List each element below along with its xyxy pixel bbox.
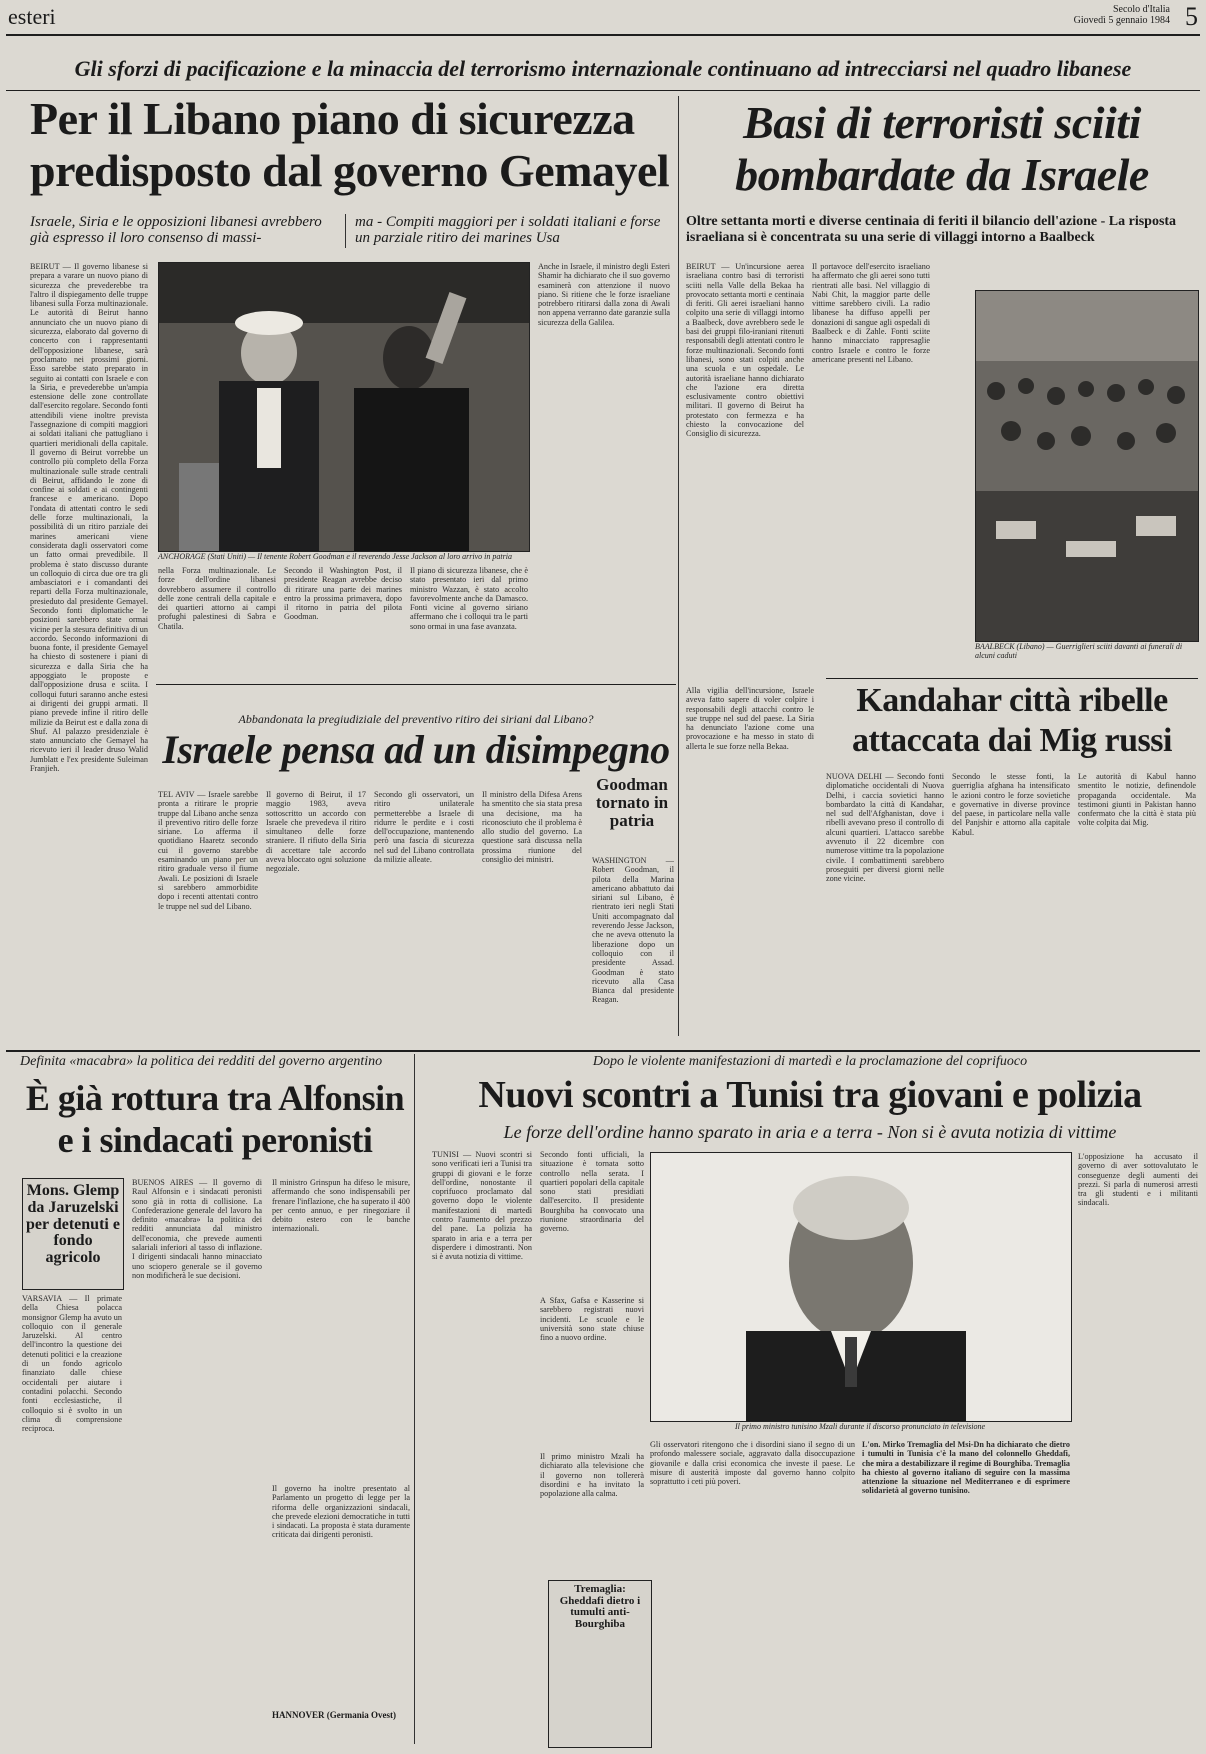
strikes-spacer (938, 262, 968, 263)
argentina-divider (414, 1054, 415, 1744)
strikes-anchor (686, 1, 687, 2)
disengage-rule-top (156, 684, 676, 685)
strikes-headline-1: Basi di terroristi sciiti (743, 97, 1141, 148)
mid-page-rule (6, 1050, 1200, 1052)
kandahar-headline-1: Kandahar città ribelle (856, 682, 1168, 719)
strikes-body-3: Alla vigilia dell'incursione, Israele aveva fatto sapere di voler colpire i responsabili degli attacchi contro le sue truppe nel sud del paese. La Siria ha denunciato l'azione come una provocazione e ha messo in stato di allerta le sue forze nella Bekaa. (686, 686, 814, 751)
disengage-body-2: Il governo di Beirut, il 17 maggio 1983, aveva sottoscritto un accordo con Israele che prevedeva il ritiro simultaneo delle forze straniere. Il rifiuto della Siria di accettare tale accordo aveva bloccato ogni soluzione negoziale. (266, 790, 366, 874)
argentina-headline-2: e i sindacati peronisti (57, 1120, 373, 1160)
lebanon-body-2: Il problema è stato discusso durante un colloquio di circa due ore tra gli ambasciatori e i comandanti dei reparti della Forza multinazionale, presieduto dal presidente Gemayel. Secondo fonti diplomatiche le posizioni sarebbero state ormai vicine per la stesura definitiva di un accordo. Secondo informazioni di buona fonte, il presidente Gemayel ha chiesto di sostenere i piani di sicurezza e dalla Siria che ha appoggiato le proposte e dall'opposizione drusa e sciita. I colloqui futuri saranno anche estesi ai dirigenti dei gruppi armati. Il piano prevede infine il ritiro delle milizie da Beirut est e dalla zona di Shuf. Al palazzo presidenziale è stato annunciato che Gemayel ha ricevuto ieri il leader druso Walid Jumblatt e l'ex presidente Suleiman Franjieh. (30, 550, 148, 774)
baalbeck-photo (975, 290, 1199, 642)
goodman-photo-caption: ANCHORAGE (Stati Uniti) — Il tenente Robert Goodman e il reverendo Jesse Jackson al loro arrivo in patria (158, 552, 512, 561)
argentina-body-2: Il ministro Grinspun ha difeso le misure, affermando che sono indispensabili per frenare l'inflazione, che ha superato il 400 per cento annuo, e per rinegoziare il debito estero con le banche internazionali. (272, 1178, 410, 1234)
tremaglia-box (548, 1580, 652, 1748)
lebanon-body-4: Secondo il Washington Post, il presidente Reagan avrebbe deciso di ritirare una parte dei marines entro la prossima primavera, dopo il ritorno in patria del pilota Goodman. (284, 566, 402, 622)
disengage-body-4: Il ministro della Difesa Arens ha smentito che sia stata presa una decisione, ma ha riconosciuto che il problema è allo studio del governo. La questione sarà discussa nella prossima riunione del consiglio dei ministri. (482, 790, 582, 865)
paper-name: Secolo d'Italia (1112, 4, 1170, 15)
tunisia-body-1: TUNISI — Nuovi scontri si sono verificati ieri a Tunisi tra gruppi di giovani e le forze dell'ordine, nonostante il coprifuoco proclamato dal governo dopo le violente manifestazioni di martedì contro l'aumento del prezzo del pane. La polizia ha sparato in aria e a terra per disperdere i dimostranti. Non si è avuta notizia di vittime. (432, 1150, 532, 1262)
kandahar-body-3: Le autorità di Kabul hanno smentito le notizie, definendole propaganda occidentale. Ma testimoni giunti in Pakistan hanno confermato che la città è stata più volte colpita dai Mig. (1078, 772, 1196, 828)
issue-date: Giovedì 5 gennaio 1984 (1073, 15, 1170, 26)
tunisia-headline: Nuovi scontri a Tunisi tra giovani e polizia (478, 1074, 1142, 1116)
disengage-body-1: TEL AVIV — Israele sarebbe pronta a ritirare le proprie truppe dal Libano anche senza il preventivo ritiro delle forze siriane. Lo afferma il quotidiano Haaretz secondo cui il governo starebbe esaminando un piano per un ritiro graduale verso il fiume Awali. Le posizioni di Israele si sarebbero ammorbidite dopo i recenti attentati contro le truppe nel sud del Libano. (158, 790, 258, 911)
tunisia-kicker: Dopo le violente manifestazioni di martedì e la proclamazione del coprifuoco (592, 1054, 1028, 1069)
lebanon-body-3: nella Forza multinazionale. Le forze dell'ordine libanesi dovrebbero assumere il controllo delle zone centrali della capitale e dei quartieri attorno ai campi profughi palestinesi di Sabra e Chatila. (158, 566, 276, 631)
argentina-kicker: Definita «macabra» la politica dei redditi del governo argentino (20, 1054, 383, 1069)
mzali-photo (650, 1152, 1072, 1422)
deck-divider (345, 214, 346, 248)
page-number: 5 (1185, 2, 1198, 31)
glemp-body: VARSAVIA — Il primate della Chiesa polacca monsignor Glemp ha avuto un colloquio con il generale Jaruzelski. Al centro dell'incontro la questione dei detenuti politici e la creazione di un fondo agricolo finanziato dalle chiese occidentali per aiutare i contadini polacchi. Secondo fonti ecclesiastiche, il colloquio si è svolto in un clima di comprensione reciproca. (22, 1294, 122, 1434)
goodman-body: WASHINGTON — Robert Goodman, il pilota della Marina americano abbattuto dai siriani sul Libano, è rientrato ieri negli Stati Uniti accompagnato dal reverendo Jesse Jackson, che ne aveva ottenuto la liberazione dopo un colloquio con il presidente Assad. Goodman è stato ricevuto alla Casa Bianca dal presidente Reagan. (592, 856, 674, 1005)
tunisia-body-5: Gli osservatori ritengono che i disordini siano il segno di un profondo malessere sociale, aggravato dalla disoccupazione giovanile e dalla crisi economica che investe il paese. Le misure di austerità imposte dal governo hanno colpito soprattutto i ceti più poveri. (650, 1440, 855, 1487)
argentina-headline-1: È già rottura tra Alfonsin (25, 1078, 405, 1118)
hannover-byline: HANNOVER (Germania Ovest) (272, 1710, 396, 1720)
lebanon-headline-2: predisposto dal governo Gemayel (30, 145, 670, 196)
goodman-jackson-photo (158, 262, 530, 552)
photo-figures (159, 263, 529, 551)
strikes-headline-2: bombardate da Israele (735, 149, 1149, 200)
disengage-body-3: Secondo gli osservatori, un ritiro unilaterale permetterebbe a Israele di ridurre le perdite e i costi dell'occupazione, mantenendo però una fascia di sicurezza nel sud del Libano controllata da milizie alleate. (374, 790, 474, 865)
lebanon-deck-right: ma - Compiti maggiori per i soldati italiani e forse un parziale ritiro dei marines Usa (355, 214, 661, 246)
lebanon-body-6: Anche in Israele, il ministro degli Esteri Shamir ha dichiarato che il suo governo esaminerà con attenzione il nuovo piano. Si ritiene che le forze israeliane potrebbero ritirarsi dalla zona di Awali non appena verranno date garanzie sulla sicurezza della Galilea. (538, 262, 670, 327)
lebanon-body-5: Il piano di sicurezza libanese, che è stato presentato ieri dal primo ministro Wazzan, è stato accolto favorevolmente anche da Damasco. Fonti vicine al governo siriano affermano che i colloqui tra le parti sono ormai in una fase avanzata. (410, 566, 528, 631)
lebanon-headline-1: Per il Libano piano di sicurezza (30, 93, 635, 144)
kandahar-rule (826, 678, 1198, 679)
top-kicker: Gli sforzi di pacificazione e la minaccia del terrorismo internazionale continuano ad intrecciarsi nel quadro libanese (74, 56, 1132, 81)
strikes-deck: Oltre settanta morti e diverse centinaia di feriti il bilancio dell'azione - La risposta israeliana si è concentrata su una serie di villaggi intorno a Baalbeck (686, 214, 1177, 245)
crowd-image (976, 291, 1198, 641)
disengage-headline: Israele pensa ad un disimpegno (162, 727, 670, 772)
portrait-image (651, 1153, 1071, 1421)
tremaglia-headline: Tremaglia: Gheddafi dietro i tumulti anti-Bourghiba (559, 1583, 641, 1630)
baalbeck-photo-caption: BAALBECK (Libano) — Guerriglieri sciiti davanti ai funerali di alcuni caduti (975, 642, 1183, 660)
column-divider-center (678, 96, 679, 1036)
kandahar-body-1: NUOVA DELHI — Secondo fonti diplomatiche occidentali di Nuova Delhi, i caccia sovietici hanno bombardato la città di Kandahar, nel sud dell'Afghanistan, dove i ribelli avevano preso il controllo di alcuni quartieri. L'attacco sarebbe avvenuto il 22 dicembre con numerose vittime tra la popolazione civile. I combattimenti sarebbero proseguiti per diversi giorni nelle zone vicine. (826, 772, 944, 884)
disengage-kicker: Abbandonata la pregiudiziale del preventivo ritiro dei siriani dal Libano? (238, 712, 594, 726)
tunisia-body-4: Il primo ministro Mzali ha dichiarato alla televisione che il governo non tollererà disordini e ha invitato la popolazione alla calma. (540, 1452, 644, 1499)
tunisia-body-2: Secondo fonti ufficiali, la situazione è tornata sotto controllo nella serata. I quartieri popolari della capitale sono stati presidiati dall'esercito. Il presidente Bourghiba ha convocato una riunione straordinaria del governo. (540, 1150, 644, 1234)
lebanon-deck-left: Israele, Siria e le opposizioni libanesi avrebbero già espresso il loro consenso di massi- (30, 214, 322, 246)
mzali-photo-caption: Il primo ministro tunisino Mzali durante il discorso pronunciato in televisione (734, 1422, 986, 1431)
tunisia-body-6: L'opposizione ha accusato il governo di aver sottovalutato le conseguenze degli aumenti dei prezzi. Si parla di numerosi arresti tra gli studenti e i militanti sindacali. (1078, 1152, 1198, 1208)
kandahar-headline-2: attaccata dai Mig russi (852, 722, 1172, 759)
lebanon-body-col1 (30, 262, 148, 1022)
glemp-headline: Mons. Glemp da Jaruzelski per detenuti e fondo agricolo (26, 1182, 120, 1267)
argentina-body-3: Il governo ha inoltre presentato al Parlamento un progetto di legge per la riforma delle organizzazioni sindacali, che prevede elezioni democratiche in tutti i sindacati. La proposta è stata duramente criticata dai dirigenti peronisti. (272, 1484, 410, 1540)
argentina-body-1: BUENOS AIRES — Il governo di Raul Alfonsin e i sindacati peronisti sono già in rotta di collisione. La Confederazione generale del lavoro ha definito «macabra» la politica dei redditi annunciata dal ministro dell'economia, che prevede aumenti salariali inferiori al tasso di inflazione. I dirigenti sindacali hanno minacciato uno sciopero generale se il governo non modificherà le sue decisioni. (132, 1178, 262, 1280)
paper-info (1074, 4, 1170, 26)
strikes-body-1: BEIRUT — Un'incursione aerea israeliana contro basi di terroristi sciiti nella Valle della Bekaa ha provocato settanta morti e centinaia di feriti. Gli aerei israeliani hanno colpito una serie di villaggi intorno a Baalbeck, dove avrebbero sede le basi dei gruppi filo-iraniani ritenuti responsabili degli attentati contro le forze multinazionali. Secondo fonti libanesi, sono stati colpiti anche una scuola e un ospedale. Le autorità israeliane hanno dichiarato che l'azione era diretta esclusivamente contro obiettivi militari. Il governo di Beirut ha protestato con fermezza e ha chiesto la convocazione del Consiglio di sicurezza. (686, 262, 804, 439)
tunisia-deck: Le forze dell'ordine hanno sparato in aria e a terra - Non si è avuta notizia di vittime (503, 1122, 1117, 1142)
glemp-box (22, 1178, 124, 1290)
header-rule (6, 34, 1200, 36)
section-label: esteri (8, 4, 56, 29)
kandahar-body-2: Secondo le stesse fonti, la guerriglia afghana ha intensificato le azioni contro le forze sovietiche e governative in diverse province del paese, in particolare nella valle del Panjshir e attorno alla capitale Kabul. (952, 772, 1070, 837)
tunisia-body-3: A Sfax, Gafsa e Kasserine si sarebbero registrati nuovi incidenti. Le scuole e le università sono state chiuse fino a nuovo ordine. (540, 1296, 644, 1343)
strikes-body-2: Il portavoce dell'esercito israeliano ha affermato che gli aerei sono tutti rientrati alle basi. Nel villaggio di Nabi Chit, la maggior parte delle vittime sarebbero civili. La radio libanese ha diffuso appelli per donazioni di sangue agli ospedali di Baalbeck e di Zahle. Fonti sciite hanno minacciato rappresaglie contro Israele e contro le forze americane presenti nel Libano. (812, 262, 930, 364)
goodman-headline: Goodman tornato in patria (595, 775, 669, 830)
lebanon-body-1: BEIRUT — Il governo libanese si prepara a varare un nuovo piano di sicurezza che prevederebbe tra l'altro il dispiegamento delle truppe libanesi sulla Forza multinazionale. Le autorità di Beirut hanno annunciato che un nuovo piano di sicurezza, elaborato dal governo di concerto con i rappresentanti dell'opposizione libanese, sarà proclamato nei prossimi giorni. Esso sarebbe stato preparato in seguito ai contatti con Israele e con la Siria, e prevederebbe un'ampia estensione delle zone controllate dall'esercito regolare. Secondo fonti attendibili viene inoltre prevista l'assegnazione di compiti maggiori ai soldati italiani che pattugliano i quartieri meridionali della capitale. Il governo di Beirut vorrebbe un controllo più completo della Forza multinazionale sulle strade centrali di Beirut, affidando le zone di confine ai soldati e ai contingenti francese e americano. Dopo l'ondata di attentati contro le sedi delle forze multinazionali, la possibilità di un ritiro parziale dei marines americani viene considerata dagli osservatori come un fatto ormai prevedibile. (30, 262, 148, 560)
kicker-rule (6, 90, 1200, 91)
tremaglia-body: L'on. Mirko Tremaglia del Msi-Dn ha dichiarato che dietro i tumulti in Tunisia c'è la mano del colonnello Gheddafi, che mira a destabilizzare il regime di Bourghiba. Tremaglia ha chiesto al governo italiano di seguire con la massima attenzione la situazione nel Mediterraneo e di esprimere solidarietà al governo tunisino. (862, 1440, 1070, 1496)
